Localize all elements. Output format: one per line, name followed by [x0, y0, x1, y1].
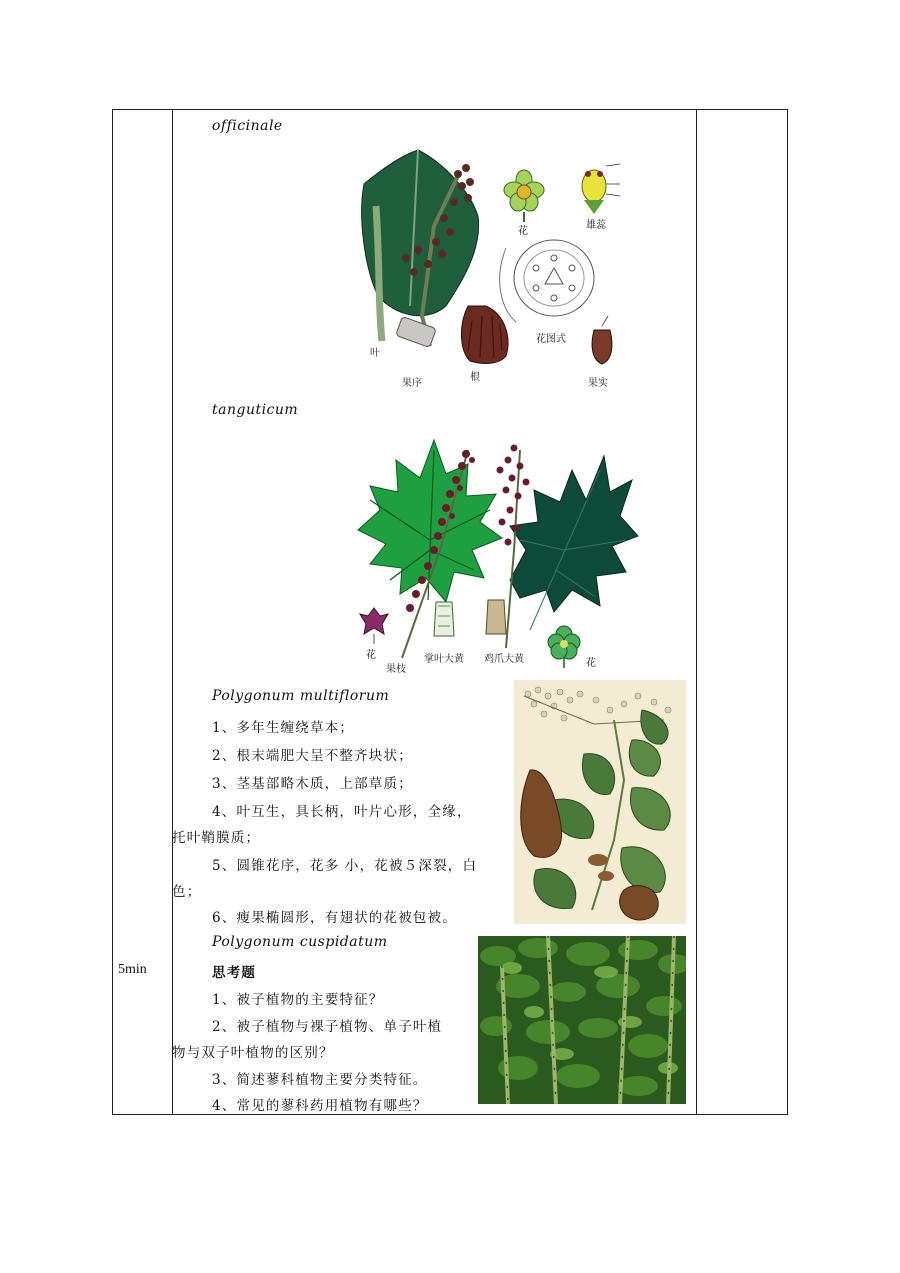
- question-2-cont: 物与双子叶植物的区别？: [172, 1045, 334, 1061]
- label-floral-diagram: 花图式: [536, 334, 566, 345]
- table-col-divider-2: [696, 109, 697, 1115]
- trait-line-5: 5、圆锥花序，花多 小，花被５深裂，白: [212, 858, 478, 874]
- label-leaf: 叶: [370, 348, 380, 359]
- question-4: 4、常见的蓼科药用植物有哪些？: [212, 1098, 428, 1114]
- question-1: 1、被子植物的主要特征？: [212, 992, 384, 1008]
- question-2: 2、被子植物与裸子植物、单子叶植: [212, 1019, 443, 1035]
- trait-line-3: 3、茎基部略木质，上部草质；: [212, 776, 413, 792]
- question-3: 3、简述蓼科植物主要分类特征。: [212, 1072, 428, 1088]
- table-top-border: [112, 109, 788, 110]
- species-name-tanguticum: tanguticum: [212, 402, 299, 418]
- time-cell: 5min: [118, 962, 147, 977]
- trait-line-4-cont: 托叶鞘膜质；: [172, 830, 261, 846]
- table-right-border: [787, 109, 788, 1115]
- label-flower-1: 花: [366, 650, 376, 661]
- trait-line-5-cont: 色；: [172, 884, 202, 900]
- label-stamen: 雄蕊: [586, 220, 606, 231]
- trait-line-2: 2、根末端肥大呈不整齐块状；: [212, 748, 413, 764]
- tanguticum-illustration: [350, 430, 640, 678]
- label-rheum-tanguticum: 鸡爪大黄: [484, 654, 524, 665]
- table-col-divider-1: [172, 109, 173, 1115]
- label-fruiting-branch: 果枝: [386, 664, 406, 675]
- label-rheum-palmatum: 掌叶大黄: [424, 654, 464, 665]
- trait-line-4: 4、叶互生，具长柄，叶片心形，全缘，: [212, 804, 472, 820]
- species-name-cuspidatum: Polygonum cuspidatum: [212, 934, 388, 950]
- table-bottom-border: [112, 1114, 788, 1115]
- label-root: 根: [470, 372, 480, 383]
- table-left-border: [112, 109, 113, 1115]
- questions-heading: 思考题: [212, 965, 257, 981]
- cuspidatum-photo: [478, 936, 686, 1104]
- label-fruit: 果实: [588, 378, 608, 389]
- trait-line-6: 6、瘦果椭圆形，有翅状的花被包被。: [212, 910, 457, 926]
- label-flower-2: 花: [586, 658, 596, 669]
- officinale-illustration: [358, 146, 638, 394]
- species-name-officinale: officinale: [212, 118, 283, 134]
- label-infructescence: 果序: [402, 378, 422, 389]
- species-name-multiflorum: Polygonum multiflorum: [212, 688, 390, 704]
- label-flower: 花: [518, 226, 528, 237]
- trait-line-1: 1、多年生缠绕草本；: [212, 720, 355, 736]
- multiflorum-illustration: [514, 680, 686, 924]
